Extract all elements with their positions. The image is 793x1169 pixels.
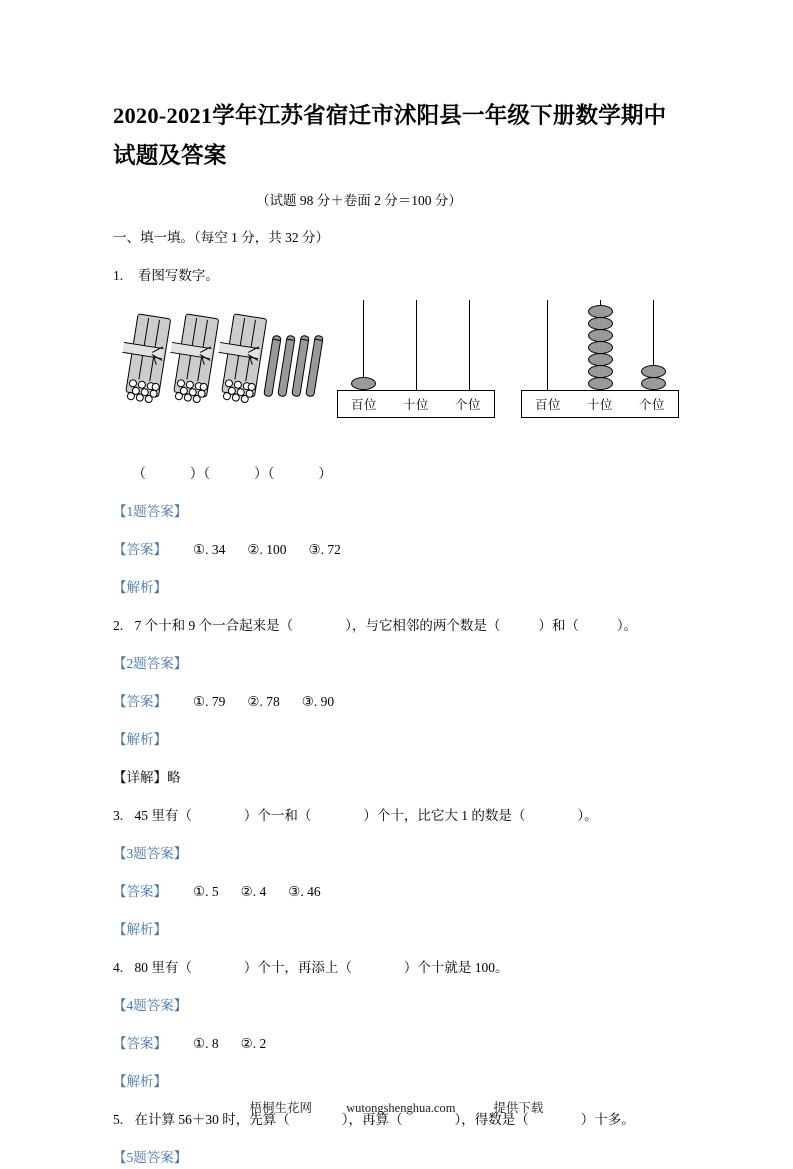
question-2-answer-row <box>113 691 683 713</box>
answer-label: 【答案】 <box>113 1036 167 1051</box>
answer-value-2: ②. 4 <box>240 884 267 899</box>
answer-value-2: ②. 100 <box>247 542 287 557</box>
abacus-bead <box>588 341 613 354</box>
page-footer <box>0 1098 793 1116</box>
question-4-line <box>113 957 683 979</box>
question-1-answer-blanks <box>113 463 683 485</box>
abacus-bead <box>588 305 613 318</box>
question-4-number: 4. <box>113 960 124 975</box>
place-label-ones: 个位 <box>638 398 665 412</box>
blank-3-open: （ <box>267 466 275 481</box>
answer-label: 【答案】 <box>113 542 167 557</box>
question-2-answer-heading: 【2题答案】 <box>113 656 188 671</box>
abacus-bead <box>588 329 613 342</box>
abacus-bead <box>641 377 666 390</box>
place-label-tens: 十位 <box>402 398 429 412</box>
bundle-knot <box>152 348 168 364</box>
question-2-text-a: 7 个十和 9 个一合起来是（ <box>134 618 294 633</box>
question-3-analysis-label: 【解析】 <box>113 922 167 937</box>
question-3-line <box>113 805 683 827</box>
question-5-text-c: ），得数是（ <box>454 1112 529 1127</box>
blank-1-open: （ <box>132 466 146 481</box>
abacus-place-value-box <box>521 390 679 418</box>
page-title: 2020-2021学年江苏省宿迁市沭阳县一年级下册数学期中试题及答案 <box>113 103 667 168</box>
answer-label: 【答案】 <box>113 694 167 709</box>
bundle-stick-ends <box>221 377 258 406</box>
stick-bundle-1 <box>125 315 159 403</box>
question-1-answer-row <box>113 539 683 561</box>
question-1-analysis-label: 【解析】 <box>113 580 167 595</box>
stick-bundle-3 <box>221 315 255 403</box>
answer-value-2: ②. 2 <box>240 1036 267 1051</box>
question-2-text-c: ）和（ <box>538 618 579 633</box>
answer-value-1: ①. 79 <box>193 694 226 709</box>
detail-label: 【详解】 <box>113 770 167 785</box>
blank-3-close: ） <box>318 466 332 481</box>
answer-value-1: ①. 8 <box>193 1036 219 1051</box>
detail-text: 略 <box>167 770 181 785</box>
answer-value-1: ①. 34 <box>193 542 226 557</box>
loose-sticks <box>268 335 330 405</box>
abacus-bead <box>588 317 613 330</box>
question-1-line <box>113 265 683 287</box>
bundle-knot <box>248 348 264 364</box>
score-subtitle: （试题 98 分＋卷面 2 分＝100 分） <box>256 193 462 208</box>
answer-value-1: ①. 5 <box>193 884 219 899</box>
question-4-answer-row <box>113 1033 683 1055</box>
question-2-analysis-label: 【解析】 <box>113 732 167 747</box>
stick-bundle-2 <box>173 315 207 403</box>
question-4-answer-heading: 【4题答案】 <box>113 998 188 1013</box>
abacus-bead <box>641 365 666 378</box>
abacus-left <box>337 297 495 419</box>
bundle-stick-ends <box>125 377 162 406</box>
answer-value-2: ②. 78 <box>247 694 280 709</box>
abacus-rod-ones <box>469 300 470 391</box>
answer-value-3: ③. 72 <box>308 542 341 557</box>
question-3-answer-heading: 【3题答案】 <box>113 846 188 861</box>
question-1-answer-heading: 【1题答案】 <box>113 504 188 519</box>
question-2-text-d: ）。 <box>616 618 638 633</box>
place-label-hundreds: 百位 <box>350 398 377 412</box>
answer-value-3: ③. 46 <box>288 884 321 899</box>
question-3-text-a: 45 里有（ <box>134 808 192 823</box>
abacus-bead <box>588 353 613 366</box>
question-4-text-b: ）个十，再添上（ <box>243 960 352 975</box>
question-1-text: 看图写数字。 <box>137 268 219 283</box>
question-4-analysis-label: 【解析】 <box>113 1074 167 1089</box>
question-3-number: 3. <box>113 808 124 823</box>
question-5-text-b: ），再算（ <box>341 1112 403 1127</box>
question-2-text-b: ），与它相邻的两个数是（ <box>345 618 501 633</box>
abacus-place-value-box <box>337 390 495 418</box>
blank-2-open: （ <box>203 466 211 481</box>
place-label-ones: 个位 <box>454 398 481 412</box>
abacus-bead <box>588 377 613 390</box>
blank-2-close: ） <box>254 466 268 481</box>
question-5-text-d: ）十多。 <box>580 1112 635 1127</box>
bundle-knot <box>200 348 216 364</box>
abacus-right <box>521 297 679 419</box>
answer-value-3: ③. 90 <box>301 694 335 709</box>
question-1-figure <box>113 297 683 445</box>
abacus-bead <box>588 365 613 378</box>
abacus-rod-hundreds <box>547 300 548 391</box>
footer-site-url[interactable]: wutongshenghua.com <box>346 1101 456 1115</box>
question-5-text-a: 在计算 56＋30 时，先算（ <box>134 1112 290 1127</box>
blank-1-close: ） <box>189 466 204 481</box>
question-3-text-d: ）。 <box>577 808 598 823</box>
question-3-text-c: ）个十，比它大 1 的数是（ <box>363 808 526 823</box>
section-heading-fill-in-blanks: 一、填一填。（每空 1 分，共 32 分） <box>113 230 329 245</box>
question-2-number: 2. <box>113 618 124 633</box>
place-label-hundreds: 百位 <box>534 398 561 412</box>
question-5-answer-heading: 【5题答案】 <box>113 1150 188 1165</box>
question-5-number: 5. <box>113 1112 124 1127</box>
question-3-answer-row <box>113 881 683 903</box>
place-label-tens: 十位 <box>586 398 613 412</box>
abacus-bead <box>351 377 376 390</box>
stick-bundles-illustration <box>125 307 325 417</box>
abacus-rod-tens <box>416 300 417 391</box>
question-3-text-b: ）个一和（ <box>243 808 312 823</box>
document-body <box>113 96 683 1169</box>
question-1-number: 1. <box>113 268 124 283</box>
question-4-text-c: ）个十就是 100。 <box>403 960 509 975</box>
footer-download-action[interactable]: 提供下载 <box>493 1101 544 1115</box>
question-4-text-a: 80 里有（ <box>134 960 192 975</box>
footer-site-name: 梧桐生花网 <box>249 1101 313 1115</box>
question-2-line <box>113 615 683 637</box>
question-2-detail-row <box>113 767 683 789</box>
bundle-stick-ends <box>173 377 210 406</box>
answer-label: 【答案】 <box>113 884 167 899</box>
